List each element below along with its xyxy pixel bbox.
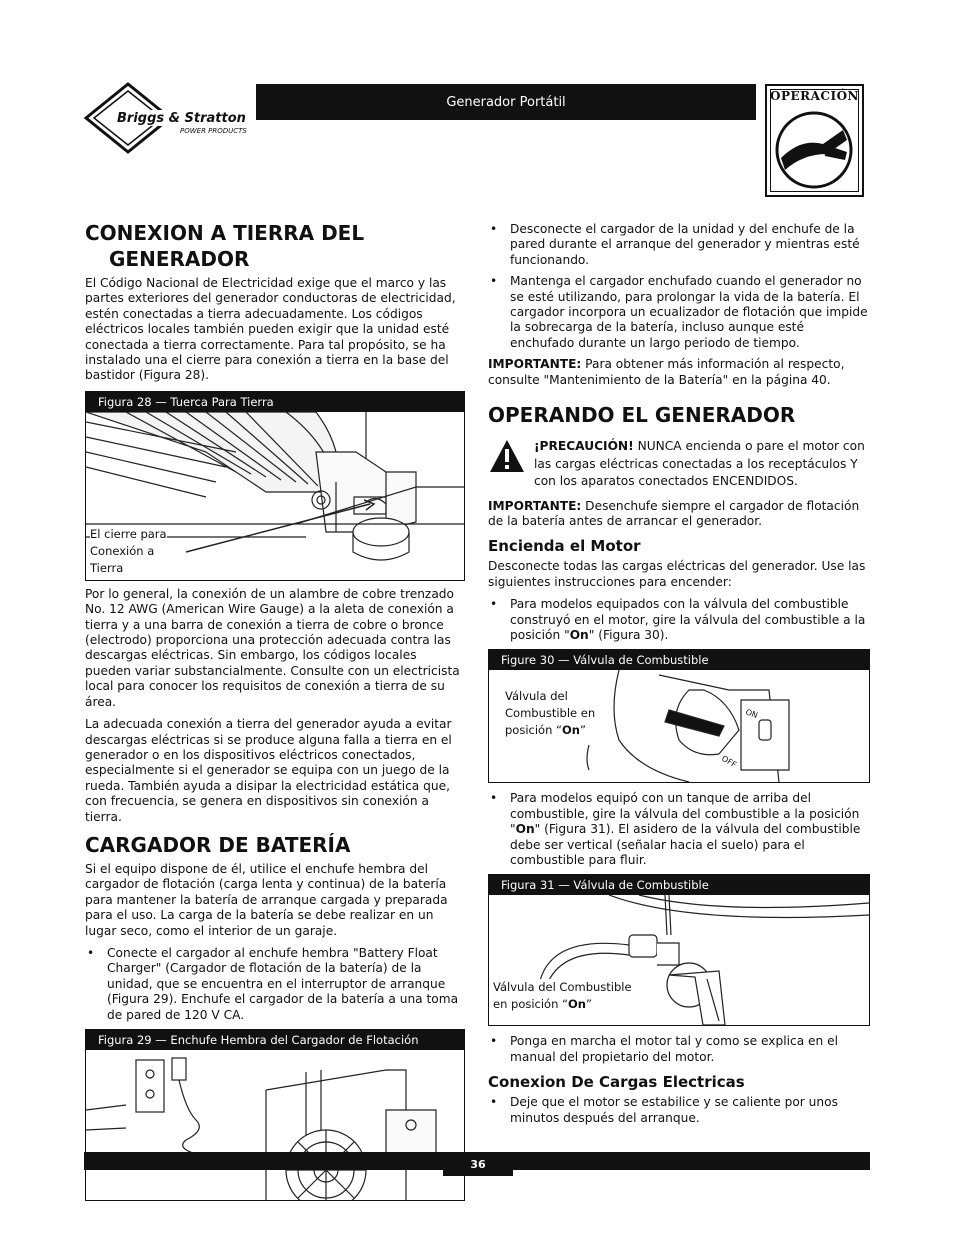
list-item: • Para modelos equipados con la válvula del combustible construyó en el motor, gire la válvula del combustible a la posición "On" (Figura 30). [488, 597, 870, 643]
heading-operating: OPERANDO EL GENERADOR [488, 403, 796, 428]
figure-28 [85, 391, 465, 581]
list-item: • Mantenga el cargador enchufado cuando el generador no se esté utilizando, para prolongar la vida de la batería. El cargador incorpora un ecualizador de flotación que impide la sobrecarga de la batería, incluso aunque esté enchufado durante un largo periodo de tiempo. [488, 274, 870, 351]
figure-30 [488, 649, 870, 783]
brand-name: Briggs & Stratton [117, 111, 246, 126]
figure-caption: Figura 29 — Enchufe Hembra del Cargador de Flotación [86, 1030, 464, 1050]
figure-29-illustration [86, 1050, 464, 1200]
list-item: • Deje que el motor se estabilice y se caliente por unos minutos después del arranque. [488, 1095, 870, 1126]
bullet-list [488, 597, 870, 643]
figure-31-illustration [489, 895, 869, 1025]
bullet-list [488, 1095, 870, 1126]
svg-text:OFF: OFF [720, 754, 738, 770]
heading-grounding: CONEXION A TIERRA DEL GENERADOR [85, 221, 365, 271]
figure-28-illustration [86, 412, 464, 580]
header-title: Generador Portátil [446, 94, 566, 110]
important-note: IMPORTANTE: Desenchufe siempre el cargador de flotación de la batería antes de arrancar el generador. [488, 498, 860, 528]
briggs-stratton-logo [84, 80, 256, 156]
figure-30-callout: Válvula del Combustible en posición “On” [505, 689, 596, 738]
page-number: 36 [443, 1152, 513, 1176]
paragraph: Por lo general, la conexión de un alambre de cobre trenzado No. 12 AWG (American Wire Gauge) a la aleta de conexión a tierra y a una barra de conexión a tierra de cobre o bronce (electrodo) proporciona una protección adecuada contra las descargas eléctricas. Sin embargo, los códigos locales pueden variar substancialmente. Consulte con un electricista local para conocer los requisitos de conexión a tierra de su área. [85, 586, 460, 709]
bullet-list [488, 222, 870, 351]
list-item: • Conecte el cargador al enchufe hembra "Battery Float Charger" (Cargador de flotación de la batería) de la unidad, que se encuentra en el interruptor de arranque (Figura 29). Enchufe el cargador de la batería a una toma de pared de 120 V CA. [85, 946, 465, 1023]
list-item: • Desconecte el cargador de la unidad y del enchufe de la pared durante el arranque del generador y mientras esté funcionando. [488, 222, 870, 268]
figure-caption: Figura 31 — Válvula de Combustible [489, 875, 869, 895]
caution-text: ¡PRECAUCIÓN! NUNCA encienda o pare el motor con las cargas eléctricas conectadas a los receptáculos Y con los aparatos conectados ENCENDIDOS. [534, 439, 865, 489]
svg-text:ON: ON [744, 707, 759, 721]
left-column [85, 220, 465, 1207]
paragraph: El Código Nacional de Electricidad exige que el marco y las partes exteriores del generador conductoras de electricidad, estén conectadas a tierra adecuadamente. Los códigos eléctricos locales también pueden exigir que la unidad esté conectada a tierra correctamente. Para tal propósito, se ha instalado una el cierre para conexión a tierra en la base del bastidor (Figura 28). [85, 276, 456, 383]
figure-28-callout: El cierre para Conexión a Tierra [90, 526, 167, 575]
figure-30-illustration [489, 670, 869, 782]
heading-battery-charger: CARGADOR DE BATERÍA [85, 832, 351, 857]
list-item: • Ponga en marcha el motor tal y como se explica en el manual del propietario del motor. [488, 1034, 870, 1065]
bullet-list [85, 946, 465, 1023]
operation-icon [773, 108, 856, 192]
paragraph: La adecuada conexión a tierra del generador ayuda a evitar descargas eléctricas si se produce alguna falla a tierra en el generador o en los dispositivos eléctricos conectados, especialmente si el generador se equipa con un juego de la rueda. También ayuda a disipar la electricidad estática que, con frecuencia, se genera en dispositivos sin conexión a tierra. [85, 717, 452, 824]
bullet-list [488, 791, 870, 868]
bullet-list [488, 1034, 870, 1065]
section-badge [765, 84, 864, 197]
figure-caption: Figure 30 — Válvula de Combustible [489, 650, 869, 670]
figure-29 [85, 1029, 465, 1201]
caution-block [488, 438, 870, 491]
brand-sub: POWER PRODUCTS [180, 127, 247, 135]
figure-31 [488, 874, 870, 1026]
figure-caption: Figura 28 — Tuerca Para Tierra [86, 392, 464, 412]
heading-connecting-loads: Conexion De Cargas Electricas [488, 1073, 745, 1092]
paragraph: Desconecte todas las cargas eléctricas del generador. Use las siguientes instrucciones para encender: [488, 559, 866, 589]
right-column [488, 222, 870, 1132]
paragraph: Si el equipo dispone de él, utilice el enchufe hembra del cargador de flotación (carga lenta y continua) de la batería para mantener la batería de arranque cargada y preparada para el uso. La carga de la batería se debe realizar en un lugar seco, como el interior de un garaje. [85, 861, 448, 938]
header-title-bar [256, 84, 756, 120]
heading-start-engine: Encienda el Motor [488, 537, 641, 556]
figure-31-callout: Válvula del Combustible en posición “On” [493, 980, 632, 1012]
warning-triangle-icon [488, 438, 526, 474]
list-item: • Para modelos equipó con un tanque de arriba del combustible, gire la válvula del combustible a la posición "On" (Figura 31). El asidero de la válvula del combustible debe ser vertical (señalar hacia el suelo) para el combustible para fluir. [488, 791, 870, 868]
section-badge-label: OPERACIÓN [770, 89, 859, 103]
important-note: IMPORTANTE: Para obtener más información al respecto, consulte "Mantenimiento de la Batería" en la página 40. [488, 357, 845, 387]
